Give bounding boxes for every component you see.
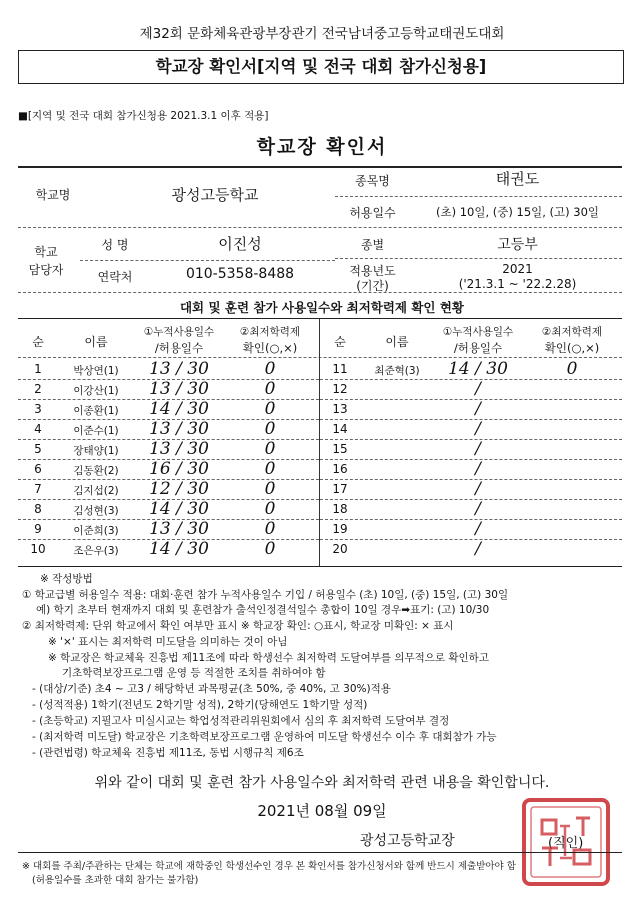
table-row (18, 359, 319, 379)
row-no: 11 (332, 362, 348, 376)
note-1b: 예) 학기 초부터 현재까지 대회 및 훈련참가 출석인정결석일수 총합이 10일 경우➡표기: (고) 10/30 (36, 604, 490, 616)
row-days: / (475, 499, 481, 519)
table-row (320, 519, 622, 539)
note-4b: 기초학력보장프로그램 운영 등 적절한 조치를 취하여야 함 (62, 667, 326, 679)
row-no: 14 (332, 422, 348, 436)
note-6: - (성적적용) 1학기(전년도 2학기말 성적), 2학기(당해연도 1학기말 성적) (32, 699, 368, 711)
name-label: 성 명 (101, 238, 129, 252)
table-row (320, 439, 622, 459)
note-7: - (초등학교) 지필고사 미실시교는 학업성적관리위원회에서 심의 후 최저학력 도달여부 결정 (32, 715, 450, 727)
table-row (320, 399, 622, 419)
table-row (18, 479, 319, 499)
note-1a: ① 학교급별 허용일수 적용: 대회·훈련 참가 누적사용일수 기입 / 허용일수 (초) 10일, (중) 15일, (고) 30일 (22, 589, 509, 601)
table-row (320, 379, 622, 399)
row-name: 이준수(1) (73, 425, 119, 437)
notes-heading: ※ 작성방법 (40, 573, 93, 585)
note-2: ② 최저학력제: 단위 학교에서 확인 여부만 표시 ※ 학교장 확인: ○표시, 학교장 미확인: × 표시 (22, 620, 454, 632)
table-header-divider (18, 357, 622, 358)
signer-name: 광성고등학교장 (360, 833, 455, 849)
contact-label: 연락처 (97, 270, 133, 284)
manager-label-line2: 담당자 (28, 263, 64, 277)
col-check-right-1: ②최저학력제 (541, 326, 603, 338)
division-label: 종별 (360, 238, 385, 252)
table-row (18, 439, 319, 459)
row-no: 17 (332, 482, 348, 496)
row-no: 8 (34, 502, 42, 516)
issue-date: 2021년 08월 09일 (257, 802, 387, 820)
row-check: 0 (566, 359, 578, 379)
table-row (320, 479, 622, 499)
row-check: 0 (264, 479, 276, 499)
table-row (18, 399, 319, 419)
row-no: 1 (34, 362, 42, 376)
col-check-left-1: ②최저학력제 (239, 326, 301, 338)
col-days-left-1: ①누적사용일수 (143, 326, 215, 338)
row-name: 최준혁(3) (374, 365, 420, 377)
row-no: 18 (332, 502, 348, 516)
row-days: / (475, 479, 481, 499)
footer-note-2: (허용일수를 초과한 대회 참가는 불가함) (32, 875, 199, 886)
note-5: - (대상/기준) 초4 ~ 고3 / 해당학년 과목평균(초 50%, 중 40%, 고 30%)적용 (32, 683, 391, 695)
col-name-right: 이름 (385, 335, 409, 349)
school-label: 학교명 (35, 188, 71, 202)
table-row (18, 379, 319, 399)
info-divider-left-2 (80, 260, 335, 261)
row-no: 12 (332, 382, 348, 396)
row-days: 13 / 30 (149, 379, 209, 399)
row-no: 10 (30, 542, 46, 556)
note-9: - (관련법령) 학교체육 진흥법 제11조, 동법 시행규칙 제6조 (32, 747, 304, 759)
row-name: 이준희(3) (73, 525, 119, 537)
manager-label-line1: 학교 (34, 245, 58, 259)
col-days-right-1: ①누적사용일수 (442, 326, 514, 338)
table-title: 대회 및 훈련 참가 사용일수와 최저학력제 확인 현황 (179, 300, 465, 315)
row-days: 14 / 30 (149, 499, 209, 519)
info-divider-1 (18, 227, 622, 228)
year-value-line2: ('21.3.1 ~ '22.2.28) (458, 277, 577, 291)
row-check: 0 (264, 439, 276, 459)
table-row (18, 539, 319, 559)
year-label-line2: (기간) (356, 279, 389, 293)
row-days: / (475, 459, 481, 479)
seal-suffix: (직인) (548, 836, 584, 851)
row-name: 박상연(1) (73, 365, 119, 377)
table-row (18, 419, 319, 439)
confirm-statement: 위와 같이 대회 및 훈련 참가 사용일수와 최저학력 관련 내용을 확인합니다. (94, 775, 550, 791)
row-days: / (475, 379, 481, 399)
contact-value: 010-5358-8488 (185, 266, 295, 282)
row-name: 김성현(3) (73, 505, 119, 517)
table-row (18, 519, 319, 539)
info-divider-right-2 (335, 258, 622, 259)
sport-value: 태권도 (495, 170, 540, 188)
document-title: 학교장 확인서 (256, 136, 388, 158)
name-value: 이진성 (218, 235, 262, 253)
col-days-right-2: /허용일수 (453, 341, 503, 355)
col-days-left-2: /허용일수 (154, 341, 204, 355)
row-no: 2 (34, 382, 42, 396)
row-name: 김지섭(2) (73, 485, 119, 497)
row-check: 0 (264, 459, 276, 479)
footer-note-1: ※ 대회를 주최/주관하는 단체는 학교에 재학중인 학생선수인 경우 본 확인서를 참가신청서와 함께 반드시 제출받아야 함 (22, 861, 516, 872)
row-name: 이종환(1) (73, 405, 119, 417)
row-days: / (475, 539, 481, 559)
row-no: 7 (34, 482, 42, 496)
row-days: 13 / 30 (149, 419, 209, 439)
row-days: / (475, 519, 481, 539)
table-row (320, 359, 622, 379)
row-check: 0 (264, 399, 276, 419)
row-no: 5 (34, 442, 42, 456)
row-no: 6 (34, 462, 42, 476)
row-no: 4 (34, 422, 42, 436)
row-name: 김동환(2) (73, 465, 119, 477)
row-no: 16 (332, 462, 348, 476)
year-value-line1: 2021 (502, 262, 533, 276)
col-no-right: 순 (334, 335, 346, 349)
footer-divider (18, 852, 622, 853)
note-3: ※ '×' 표시는 최저학력 미도달을 의미하는 것이 아님 (48, 636, 288, 648)
col-check-left-2: 확인(○,×) (242, 341, 298, 355)
row-check: 0 (264, 519, 276, 539)
row-days: / (475, 439, 481, 459)
year-label-line1: 적용년도 (349, 264, 396, 278)
row-days: 14 / 30 (149, 399, 209, 419)
row-name: 장태양(1) (73, 445, 119, 457)
row-days: / (475, 419, 481, 439)
row-days: 13 / 30 (149, 519, 209, 539)
row-days: 12 / 30 (149, 479, 209, 499)
row-check: 0 (264, 419, 276, 439)
school-value: 광성고등학교 (171, 186, 259, 204)
col-check-right-2: 확인(○,×) (544, 341, 600, 355)
sport-label: 종목명 (355, 174, 390, 188)
row-name: 조은우(3) (73, 545, 119, 557)
event-title: 제32회 문화체육관광부장관기 전국남녀중고등학교태권도대회 (139, 26, 505, 42)
row-check: 0 (264, 539, 276, 559)
row-days: 14 / 30 (448, 359, 508, 379)
table-row (320, 539, 622, 559)
allowed-label: 허용일수 (349, 206, 396, 220)
row-no: 15 (332, 442, 348, 456)
row-check: 0 (264, 499, 276, 519)
row-days: 16 / 30 (149, 459, 209, 479)
row-days: 13 / 30 (149, 439, 209, 459)
division-value: 고등부 (497, 237, 538, 253)
row-name: 이강산(1) (73, 385, 119, 397)
table-row (320, 499, 622, 519)
row-no: 9 (34, 522, 42, 536)
table-row (18, 499, 319, 519)
row-no: 13 (332, 402, 348, 416)
row-check: 0 (264, 379, 276, 399)
row-days: 13 / 30 (149, 359, 209, 379)
table-row (320, 459, 622, 479)
info-divider-2 (18, 292, 622, 293)
table-top-border (18, 318, 622, 319)
form-box-title: 학교장 확인서[지역 및 전국 대회 참가신청용] (18, 50, 624, 84)
info-divider-right-1 (335, 196, 622, 197)
row-days: / (475, 399, 481, 419)
col-name-left: 이름 (84, 335, 108, 349)
note-8: - (최저학력 미도달) 학교장은 기초학력보장프로그램 운영하여 미도달 학생선수 이수 후 대회참가 가능 (32, 731, 497, 743)
note-4a: ※ 학교장은 학교체육 진흥법 제11조에 따라 학생선수 최저학력 도달여부를 의무적으로 확인하고 (48, 652, 489, 664)
allowed-value: (초) 10일, (중) 15일, (고) 30일 (435, 205, 600, 219)
row-days: 14 / 30 (149, 539, 209, 559)
col-no-left: 순 (32, 335, 44, 349)
table-row (18, 459, 319, 479)
row-check: 0 (264, 359, 276, 379)
applies-note: ■[지역 및 전국 대회 참가신청용 2021.3.1 이후 적용] (18, 110, 269, 122)
row-no: 20 (332, 542, 348, 556)
table-bottom-border (18, 566, 622, 567)
table-row (320, 419, 622, 439)
row-no: 19 (332, 522, 348, 536)
row-no: 3 (34, 402, 42, 416)
